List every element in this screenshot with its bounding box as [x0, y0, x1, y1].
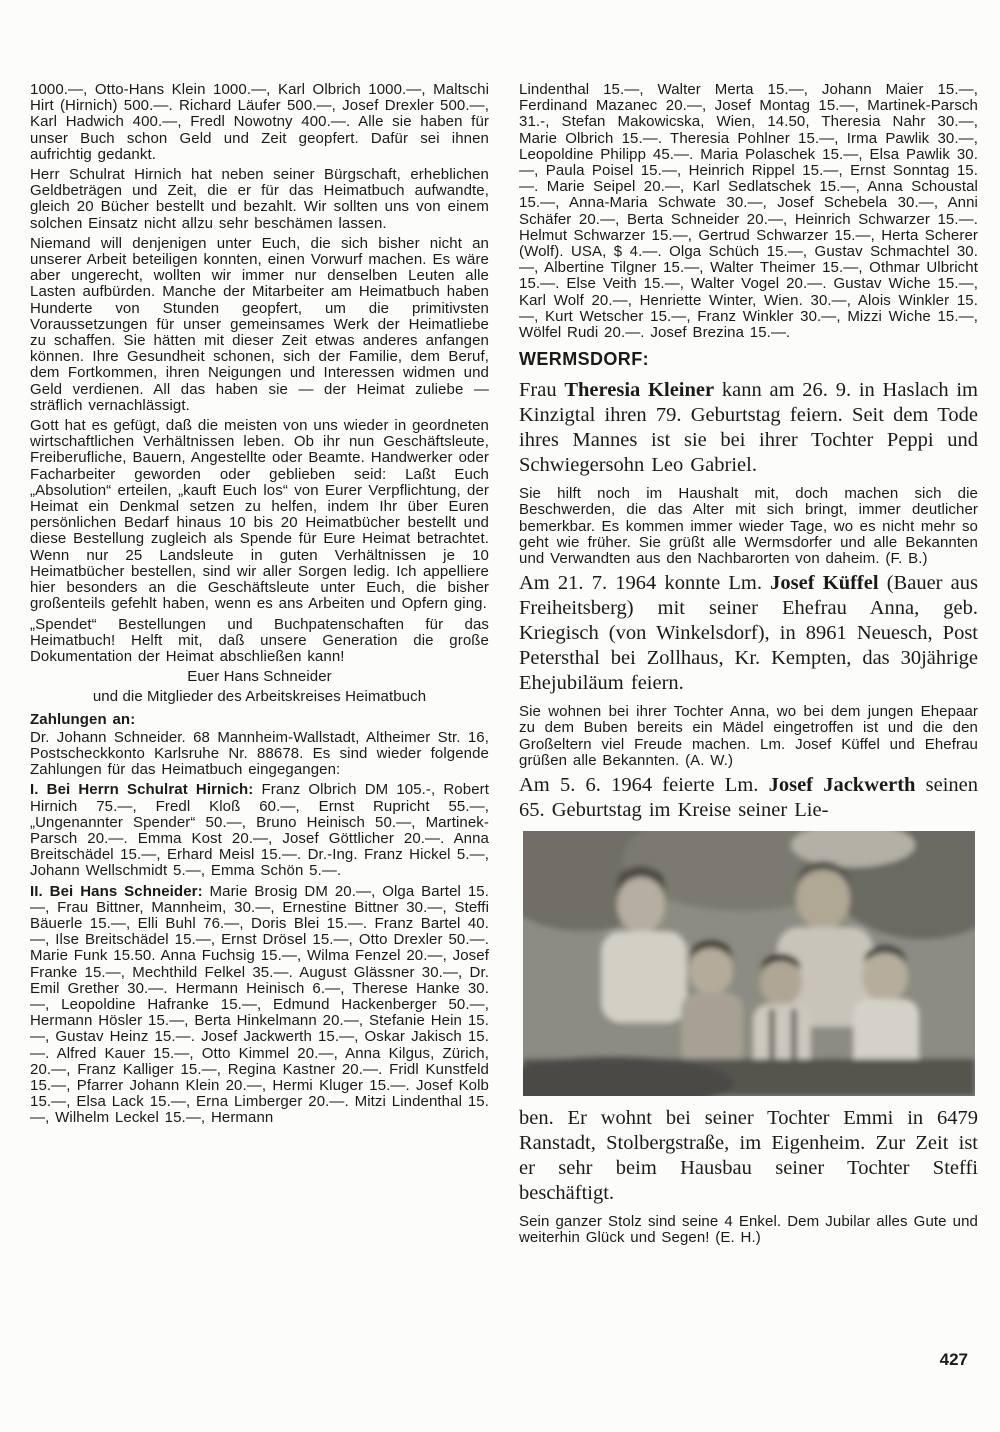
right-column [519, 82, 978, 1250]
jackwerth-continuation: ben. Er wohnt bei seiner Tochter Emmi in 6479 Ranstadt, Stolbergstraße, im Eigenheim. Zur Zeit ist er sehr beim Hausbau seiner Tochter Steffi beschäftigt. [519, 1107, 978, 1205]
kleiner-detail: Sie hilft noch im Haushalt mit, doch machen sich die Beschwerden, die das Alter mit sich bringt, immer deutlicher bemerkbar. Es kommen immer wieder Tage, wo es nicht mehr so geht wie früher. Sie grüßt alle Wermsdorfer und alle Bekannten und Verwandten aus den Nachbarorten von daheim. (F. B.) [519, 485, 978, 568]
kueffel-name: Josef Küffel [770, 572, 879, 595]
payments-list-2 [30, 884, 489, 1127]
donor-list-continued: Lindenthal 15.—, Walter Merta 15.—, Johann Maier 15.—, Ferdinand Mazanec 20.—, Josef Montag 15.—, Martinek-Parsch 31.-, Stefan Makowicska, Wien, 14.50, Theresia Nahr 30.—, Marie Olbrich 15.—. Theresia Pohlner 15.—, Irma Pawlik 30.—, Leopoldine Philipp 45.—. Maria Polaschek 15.—, Elsa Pawlik 30.—, Paula Poisel 15.—, Heinrich Rippel 15.—, Ernst Sonntag 15.—. Marie Seipel 20.—, Karl Sedlatschek 15.—, Anna Schoustal 15.—, Anna-Maria Schwate 30.—, Josef Schebela 30.—, Anni Schäfer 20.—, Berta Schneider 20.—, Heinrich Schwarzer 15.—. Helmut Schwarzer 15.—, Gertrud Schwarzer 15.—, Herta Scherer (Wolf). USA, $ 4.—. Olga Schüch 15.—, Gustav Schmachtel 30.—, Albertine Tilgner 15.—, Walter Theimer 15.—, Othmar Ulbricht 15.—. Else Veith 15.—, Walter Vogel 20.—. Gustav Wiche 15.—, Karl Wolf 20.—, Henriette Winter, Wien. 30.—, Alois Winkler 15.—, Kurt Wetscher 15.—, Franz Winkler 30.—, Mizzi Wiche 15.—, Wölfel Rudi 20.—. Josef Brezina 15.—. [519, 81, 978, 342]
payments-list-2-text: Marie Brosig DM 20.—, Olga Bartel 15.—, Frau Bittner, Mannheim, 30.—, Ernestine Bittner 30.—, Steffi Bäuerle 15.—, Elli Buhl 76.—, Doris Blei 15.—. Franz Bartel 40.—, Ilse Breitschädel 15.—, Ernst Drösel 15.—, Otto Drexler 50.—. Marie Funk 15.50. Anna Fuchsig 15.—, Wilma Fenzel 20.—, Josef Franke 15.—, Mechthild Felkel 35.—. August Glässner 30.—, Dr. Emil Grether 30.—. Hermann Heinisch 6.—, Therese Hanke 30.—, Leopoldine Hafranke 15.—, Edmund Hackenberger 50.—, Hermann Hösler 15.—, Berta Hinkelmann 20.—, Stefanie Hein 15.—, Gustav Heinz 15.—. Josef Jackwerth 15.—, Oskar Jakisch 15.—. Alfred Kauer 15.—, Otto Kimmel 20.—, Anna Kilgus, Zürich, 20.—, Franz Kalliger 15.—, Regina Kastner 20.—. Fridl Kunstfeld 15.—, Pfarrer Johann Klein 20.—, Hermi Kluger 15.—. Josef Kolb 15.—, Elsa Lack 15.—, Erna Limberger 20.—. Mitzi Lindenthal 15.—, Wilhelm Leckel 15.—, Hermann [30, 882, 489, 1127]
paragraph-spendet: „Spendet“ Bestellungen und Buchpatenschaften für das Heimatbuch! Helft mit, daß unsere Generation die große Dokumentation der Heimat abschließen kann! [30, 615, 489, 665]
two-column-layout [30, 82, 978, 1250]
paragraph-niemand: Niemand will denjenigen unter Euch, die sich bisher nicht an unserer Arbeit beteiligen konnten, einen Vorwurf machen. Es wäre aber ungerecht, wollten wir immer nur denselben Leuten alle Lasten aufbürden. Manche der Mitarbeiter am Heimatbuch haben Hunderte von Stunden geopfert, um die primitivsten Voraussetzungen für unser gemeinsames Werk der Heimatliebe zu schaffen. Sie hätten mit dieser Zeit etwas anderes anfangen können. Ihre Gesundheit schonen, sich der Familie, dem Beruf, dem Fortkommen, ihren Neigungen und Interessen widmen und Geld verdienen. All das haben sie — der Heimat zuliebe — sträflich vernachlässigt. [30, 234, 489, 414]
jackwerth-post: seinen 65. Geburtstag im Kreise seiner Lie- [519, 774, 979, 822]
kleiner-post: kann am 26. 9. in Haslach im Kinzigtal ihren 79. Geburtstag feiern. Seit dem Tode ihres Mannes ist sie bei ihrer Tochter Peppi und Schwiegersohn Leo Gabriel. [519, 379, 978, 477]
jackwerth-pre: Am 5. 6. 1964 feierte Lm. [519, 774, 769, 797]
jackwerth-detail: Sein ganzer Stolz sind seine 4 Enkel. Dem Jubilar alles Gute und weiterhin Glück und Segen! (E. H.) [519, 1213, 978, 1247]
paragraph-schulrat: Herr Schulrat Hirnich hat neben seiner Bürgschaft, erheblichen Geldbeträgen und Zeit, die er für das Heimatbuch aufwandte, gleich 20 Bücher bestellt und bezahlt. Wir sollten uns von einem solchen Einsatz nicht allzu sehr beschämen lassen. [30, 166, 489, 232]
kleiner-paragraph [519, 378, 978, 478]
kueffel-pre: Am 21. 7. 1964 konnte Lm. [519, 572, 771, 595]
kueffel-post: (Bauer aus Freiheitsberg) mit seiner Ehefrau Anna, geb. Kriegisch (von Winkelsdorf), in 8961 Neuesch, Post Petersthal bei Zollhaus, Kr. Kempten, das 30jährige Ehejubiläum feiern. [519, 572, 978, 695]
kueffel-paragraph [519, 571, 978, 696]
jackwerth-name: Josef Jackwerth [768, 774, 916, 797]
signature-line-1: Euer Hans Schneider [187, 668, 332, 686]
paragraph-donor-carryover: 1000.—, Otto-Hans Klein 1000.—, Karl Olbrich 1000.—, Maltschi Hirt (Hirnich) 500.—. Richard Läufer 500.—, Josef Drexler 500.—, Karl Hadwich 400.—, Fredl Nowotny 400.—. Alle sie haben für unser Buch schon Geld und Zeit geopfert. Dafür sei ihnen aufrichtig gedankt. [30, 81, 489, 163]
payments-intro: Dr. Johann Schneider. 68 Mannheim-Wallstadt, Altheimer Str. 16, Postscheckkonto Karlsruhe Nr. 88678. Es sind wieder folgende Zahlungen für das Heimatbuch eingegangen: [30, 728, 489, 779]
payments-heading: Zahlungen an: [30, 710, 136, 728]
kleiner-pre: Frau [519, 379, 565, 402]
payments-list-1 [30, 782, 489, 879]
payments-list-1-text: Franz Olbrich DM 105.-, Robert Hirnich 75.—, Fredl Kloß 60.—, Ernst Rupricht 55.—, „Ungenannter Spender“ 50.—, Bruno Heinisch 50.—, Martinek-Parsch 20.—. Emma Kost 20.—, Josef Göttlicher 20.—. Anna Breitschädel 15.—, Erhard Meisl 15.—. Dr.-Ing. Franz Hickel 5.—, Johann Wellschmidt 5.—, Emma Schön 5.—. [30, 781, 489, 880]
family-photo-illustration [523, 831, 975, 1096]
payments-list-2-label: II. Bei Hans Schneider: [30, 882, 203, 900]
kleiner-name: Theresia Kleiner [564, 379, 715, 402]
jackwerth-paragraph [519, 773, 978, 823]
kueffel-detail: Sie wohnen bei ihrer Tochter Anna, wo bei dem jungen Ehepaar zu dem Buben bereits ein Mädel eingetroffen ist und die den Großeltern viel Freude machen. Lm. Josef Küffel und Ehefrau grüßen alle Bekannten. (A. W.) [519, 703, 978, 769]
left-column [30, 82, 489, 1250]
family-photo [523, 831, 975, 1096]
payments-list-1-label: I. Bei Herrn Schulrat Hirnich: [30, 781, 254, 799]
signature-line-2: und die Mitglieder des Arbeitskreises Heimatbuch [92, 688, 427, 706]
wermsdorf-section-heading: WERMSDORF: [519, 349, 649, 370]
page-number: 427 [939, 1350, 968, 1369]
paragraph-gott: Gott hat es gefügt, daß die meisten von uns wieder in geordneten wirtschaftlichen Verhältnissen leben. Ob ihr nun Geschäftsleute, Freiberufliche, Bauern, Angestellte oder Beamte. Handwerker oder Facharbeiter geworden oder geblieben seid: Laßt Euch „Absolution“ erteilen, „kauft Euch los“ von Eurer Verpflichtung, der Heimat ein Denkmal setzen zu helfen, indem Ihr über Euren persönlichen Bedarf hinaus 10 bis 20 Heimatbücher bestellt und diese Bestellung zugleich als Spende für Eure Heimat betrachtet. Wenn nur 25 Landsleute in guten Verhältnissen je 10 Heimatbücher bestellen, sind wir aller Sorgen ledig. Ich appelliere hier besonders an die Geschäftsleute unter Euch, die bisher großenteils gefehlt haben, wenn es ans Arbeiten und Opfern ging. [30, 417, 489, 613]
